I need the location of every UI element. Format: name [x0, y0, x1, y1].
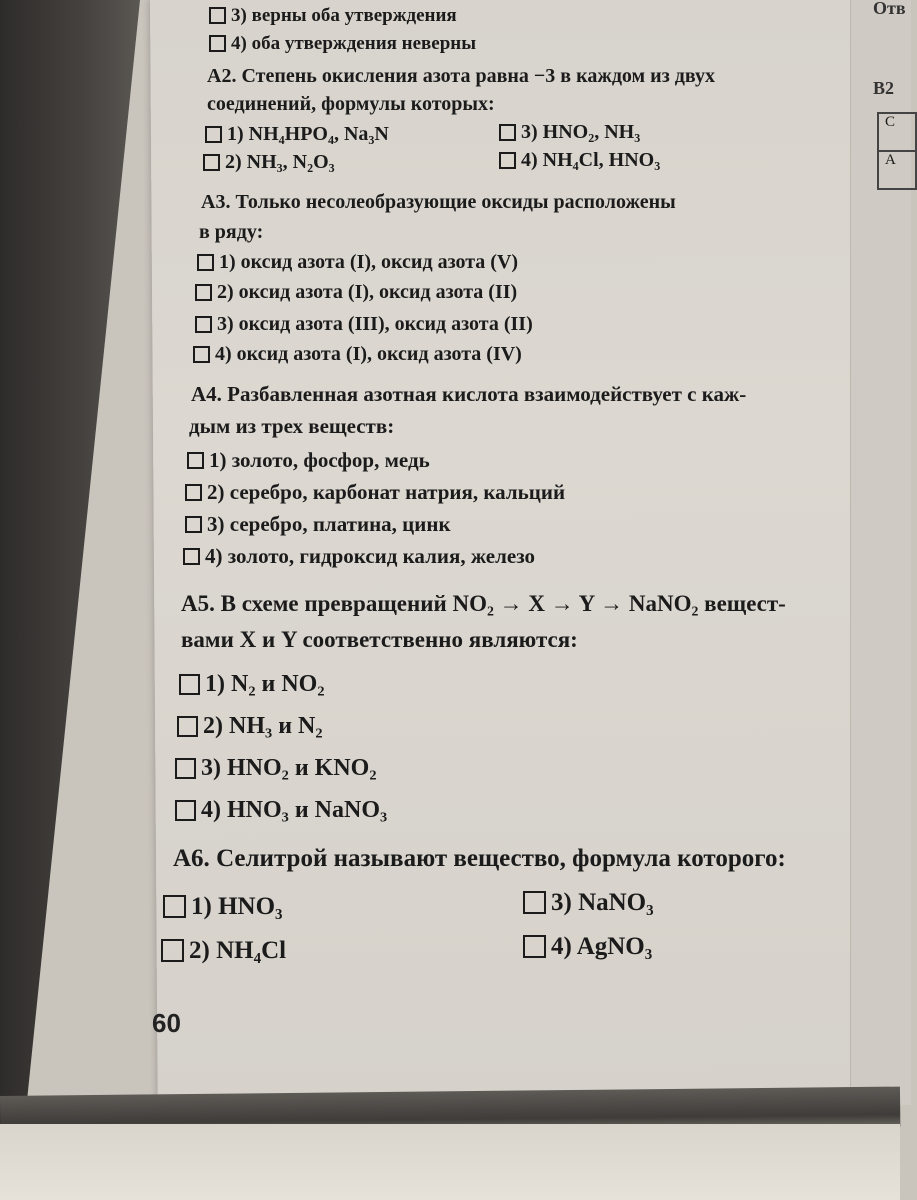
checkbox[interactable]	[193, 346, 210, 363]
right-page-cell: С	[877, 112, 917, 152]
a6-option-4[interactable]	[523, 934, 652, 959]
checkbox[interactable]	[499, 152, 516, 169]
question-label: А3.	[201, 191, 231, 213]
adjacent-page	[850, 0, 911, 1105]
option-text: 1) оксид азота (I), оксид азота (V)	[219, 251, 519, 273]
a4-option-2[interactable]	[185, 482, 565, 503]
option-text: 1) NH₄HPO₄, Na₃N	[227, 123, 389, 145]
option-text: 4) золото, гидроксид калия, железо	[205, 544, 536, 568]
option-text: 3) серебро, платина, цинк	[207, 512, 451, 536]
a2-option-2[interactable]	[203, 152, 335, 172]
checkbox[interactable]	[179, 674, 200, 695]
a6-option-3[interactable]	[523, 890, 654, 915]
question-a3	[201, 192, 676, 212]
background-shadow	[0, 0, 140, 1200]
checkbox[interactable]	[185, 516, 202, 533]
question-a5	[181, 592, 786, 615]
option-text: 2) NH₄Cl	[189, 937, 287, 964]
right-page-fragment: Отв	[873, 0, 906, 18]
checkbox[interactable]	[195, 284, 212, 301]
a5-option-1[interactable]	[179, 672, 325, 696]
question-label: А5.	[181, 591, 215, 616]
table-surface	[0, 1124, 900, 1200]
question-label: А2.	[207, 65, 237, 87]
a5-option-4[interactable]	[175, 798, 387, 822]
a4-option-3[interactable]	[185, 514, 451, 535]
option-text: 4) NH₄Cl, HNO₃	[521, 149, 661, 171]
option-text: 1) HNO₃	[191, 893, 283, 920]
a2-option-1[interactable]	[205, 124, 389, 144]
checkbox[interactable]	[175, 800, 196, 821]
a4-option-4[interactable]	[183, 546, 535, 567]
option-text: 2) серебро, карбонат натрия, кальций	[207, 480, 566, 504]
question-text: В схеме превращений NO₂ → X → Y → NaNO₂ вещест-	[220, 591, 786, 616]
question-text: Разбавленная азотная кислота взаимодействует с каж-	[227, 382, 747, 406]
question-a6	[173, 846, 786, 871]
a5-option-2[interactable]	[177, 714, 323, 738]
option-text: 2) NH₃ и N₂	[203, 713, 323, 739]
a4-option-1[interactable]	[187, 450, 430, 471]
right-page-label: В2	[873, 78, 895, 98]
option-text: 2) оксид азота (I), оксид азота (II)	[217, 281, 518, 303]
option-text: 4) HNO₃ и NaNO₃	[201, 797, 388, 823]
right-page-cell: А	[877, 150, 917, 190]
option-text: 1) N₂ и NO₂	[205, 671, 325, 697]
checkbox[interactable]	[163, 895, 186, 918]
a3-option-4[interactable]	[193, 344, 522, 364]
checkbox[interactable]	[183, 548, 200, 565]
option-text: 2) NH₃, N₂O₃	[225, 151, 335, 173]
question-label: А4.	[191, 382, 222, 406]
question-text: Степень окисления азота равна −3 в каждом из двух	[241, 65, 715, 87]
a2-option-4[interactable]	[499, 150, 660, 170]
option-text: 4) оба утверждения неверны	[231, 33, 477, 54]
top-option-4[interactable]	[209, 34, 476, 53]
checkbox[interactable]	[203, 154, 220, 171]
checkbox[interactable]	[209, 35, 226, 52]
question-text: Только несолеобразующие оксиды расположены	[235, 191, 676, 213]
checkbox[interactable]	[175, 758, 196, 779]
checkbox[interactable]	[197, 254, 214, 271]
option-text: 3) NaNO₃	[551, 889, 654, 916]
option-text: 3) HNO₂ и KNO₂	[201, 755, 377, 781]
option-text: 3) оксид азота (III), оксид азота (II)	[217, 313, 533, 335]
checkbox[interactable]	[209, 7, 226, 24]
a2-option-3[interactable]	[499, 122, 640, 142]
question-a4	[191, 384, 746, 405]
question-a3-cont: в ряду:	[199, 221, 264, 243]
checkbox[interactable]	[499, 124, 516, 141]
checkbox[interactable]	[185, 484, 202, 501]
option-text: 3) HNO₂, NH₃	[521, 121, 641, 143]
question-a5-cont: вами X и Y соответственно являются:	[181, 627, 578, 652]
a6-option-2[interactable]	[161, 938, 286, 963]
option-text: 4) AgNO₃	[551, 933, 653, 960]
question-a2-cont: соединений, формулы которых:	[207, 93, 495, 115]
option-text: 4) оксид азота (I), оксид азота (IV)	[215, 343, 522, 365]
checkbox[interactable]	[187, 452, 204, 469]
question-label: А6.	[173, 845, 210, 872]
a5-option-3[interactable]	[175, 756, 377, 780]
page-number: 60	[152, 1008, 181, 1038]
checkbox[interactable]	[205, 126, 222, 143]
checkbox[interactable]	[523, 891, 546, 914]
option-text: 3) верны оба утверждения	[231, 5, 457, 26]
a3-option-2[interactable]	[195, 282, 517, 302]
a6-option-1[interactable]	[163, 894, 283, 919]
a3-option-1[interactable]	[197, 252, 518, 272]
checkbox[interactable]	[195, 316, 212, 333]
checkbox[interactable]	[523, 935, 546, 958]
top-option-3[interactable]	[209, 6, 457, 25]
question-text: Селитрой называют вещество, формула которого:	[216, 845, 786, 872]
option-text: 1) золото, фосфор, медь	[209, 448, 430, 472]
checkbox[interactable]	[177, 716, 198, 737]
a3-option-3[interactable]	[195, 314, 533, 334]
question-a4-cont: дым из трех веществ:	[189, 414, 395, 438]
question-a2	[207, 66, 715, 86]
checkbox[interactable]	[161, 939, 184, 962]
